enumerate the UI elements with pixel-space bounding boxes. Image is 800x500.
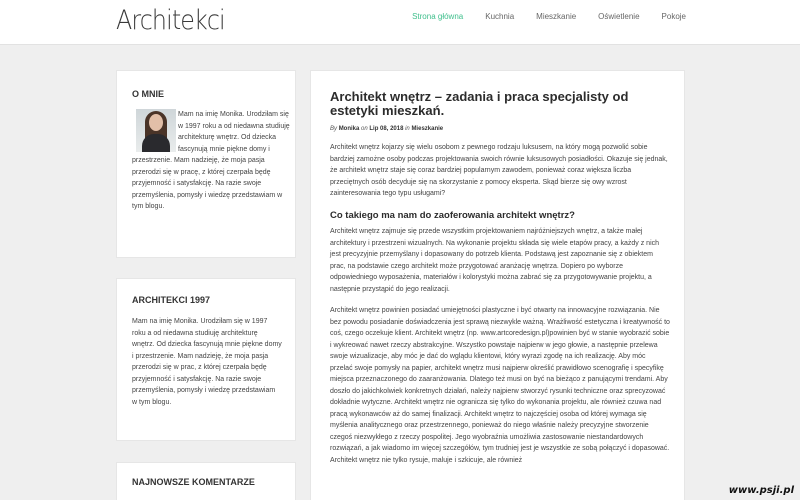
nav-item-oswietlenie[interactable]: Oświetlenie	[598, 12, 640, 21]
paragraph: Architekt wnętrz powinien posiadać umiejętności plastyczne i być otwarty na innowacyjne rozwiązania. Nie bez powodu posiadanie doświadczenia jest sprawą niezwykle ważną. Wrażliwość estetyczna i kreatywność to coś, czego oczekuje klient. Architekt wnętrz (np. www.artcoredesign.pl)powinien być w stanie wyobrazić sobie i wykreować nawet rzeczy abstrakcyjne. Wszystko powstaje najpierw w jego głowie, a następnie przelewa swoje wizualizacje, aby móc je dać do wglądu klientowi, który wyrazi zgodę na ich realizację. Aby móc przelać swoje pomysły na papier, architekt wnętrz musi najpierw określić prawidłowo scenografię i specyfikę miejsca przeznaczonego do zaaranżowania. Dlatego też musi on być na bieżąco z panującymi trendami. Aby doszło do jakichkolwiek konkretnych działań, należy najpierw stworzyć rysunki techniczne oraz sprecyzować dokładnie wytyczne. Architekt wnętrz nie ogranicza się tylko do wykonania projektu, ale również czuwa nad pracą wykonawców aż do samej finalizacji. Architekt wnętrz to najczęściej osoba od której wymaga się myślenia analitycznego oraz przestrzennego, ponieważ do niego właśnie należy precyzyjne stworzenie czegoś niezwykłego z rzeczy pospolitej. Jego wyobraźnia umożliwia zastosowanie niestandardowych rozwiązań, a jak wiadomo im więcej szczegółów, tym trudniej jest je wszystkie ze sobą połączyć i dopasować. Architekt wnętrz nie tylko rysuje, maluje i szkicuje, ale również	[330, 307, 670, 464]
post-meta: By Monika on Lip 08, 2018 in Mieszkanie	[330, 126, 444, 132]
widget-recent-comments	[116, 462, 296, 500]
nav-item-home[interactable]: Strona główna	[412, 12, 464, 21]
article	[310, 70, 685, 500]
post-title[interactable]: Architekt wnętrz – zadania i praca specjalisty od estetyki mieszkań.	[330, 89, 629, 118]
site-header	[0, 0, 800, 45]
post-author[interactable]: Monika	[338, 126, 360, 132]
nav-item-mieszkanie[interactable]: Mieszkanie	[536, 12, 577, 21]
main-nav	[412, 12, 686, 21]
widget-title: ARCHITEKCI 1997	[132, 295, 211, 305]
post-category[interactable]: Mieszkanie	[411, 126, 444, 132]
nav-item-pokoje[interactable]: Pokoje	[661, 12, 686, 21]
site-logo[interactable]: Architekci	[116, 5, 225, 36]
widget-about	[116, 70, 296, 258]
about-text: Mam na imię Monika. Urodziłam się w 1997 roku a od niedawna studiuję architekturę wnętrz. Od dziecka fascynują mnie piękne domy i przestrzenie. Mam nadzieję, że moja pasja przerodzi się w pracę, z której czerpała będę przyjemność i satysfakcję. Na razie swoje przemyślenia, pomysły i wiedzę przedstawiam w tym blogu.	[132, 111, 290, 210]
widget-text: Mam na imię Monika. Urodziłam się w 1997 roku a od niedawna studiuję architekturę wnętrz. Od dziecka fascynują mnie piękne domy i przestrzenie. Mam nadzieję, że moja pasja przerodzi się w prac, z której czerpała będę przyjemność i satysfakcję. Na razie swoje przemyślenia, pomysły i wiedzę przedstawiam w tym blogu.	[132, 318, 282, 406]
widget-title: O MNIE	[132, 89, 165, 99]
paragraph: Architekt wnętrz zajmuje się przede wszystkim projektowaniem najróżniejszych wnętrz, a także małej architektury i przestrzeni wizualnych. Na wykonanie projektu składa się wiele etapów pracy, a każdy z nich jest precyzyjnie przemyślany i dopasowany do potrzeb klienta. Podstawą jest zapoznanie się z obiektem prac, na podstawie czego architekt może przygotować aranżację wnętrza. Dopiero po wyborze odpowiedniego wyposażenia, materiałów i kolorystyki można zabrać się za przygotowywanie projektu, a następnie przystąpić do jego realizacji.	[330, 228, 660, 293]
post-date[interactable]: Lip 08, 2018	[369, 126, 404, 132]
nav-item-kuchnia[interactable]: Kuchnia	[485, 12, 515, 21]
widget-text	[132, 109, 292, 213]
watermark: www.psji.pl	[728, 485, 794, 496]
paragraph: Architekt wnętrz kojarzy się wielu osobom z pewnego rodzaju luksusem, na który mogą pozwolić sobie bardziej zamożne osoby podczas projektowania swoich równie luksusowych posiadłości. Okazuje się jednak, że architekt wnętrz staje się coraz bardziej popularnym zawodem, ponieważ coraz większa liczba przeciętnych osób decyduje się na skorzystanie z pomocy eksperta. Skąd bierze się owy wzrost zainteresowania tego typu usługami?	[330, 144, 668, 197]
widget-architekci	[116, 278, 296, 441]
section-heading: Co takiego ma nam do zaoferowania architekt wnętrz?	[330, 210, 575, 221]
widget-title: NAJNOWSZE KOMENTARZE	[132, 477, 255, 487]
